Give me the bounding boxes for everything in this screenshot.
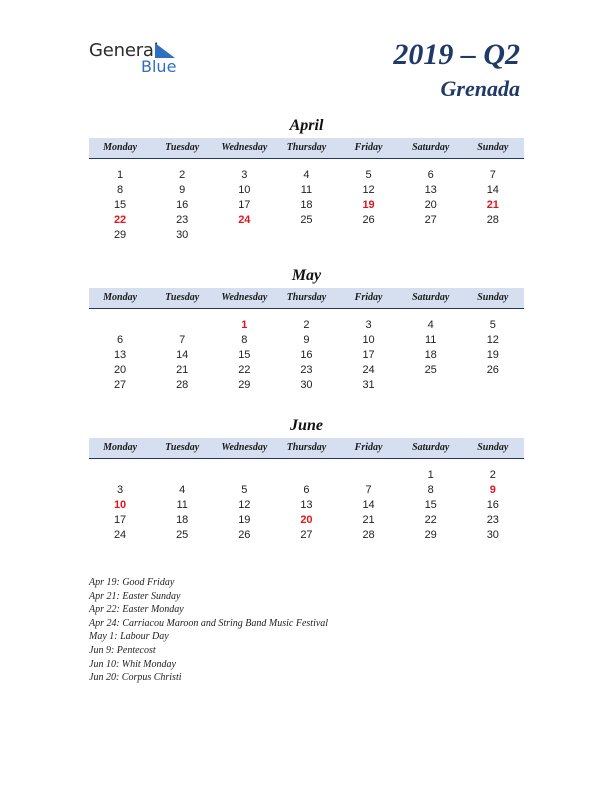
weekday-label: Monday [103, 292, 138, 303]
day-cell: 3 [365, 319, 372, 331]
weekday-label: Wednesday [221, 292, 268, 303]
day-cell: 3 [117, 484, 124, 496]
day-cell: 13 [113, 349, 127, 361]
day-cell: 31 [362, 379, 375, 391]
day-cell: 9 [303, 334, 310, 346]
day-cell [338, 228, 400, 243]
day-cell: 28 [362, 529, 375, 541]
page-title: 2019 – Q2 [393, 38, 520, 71]
day-cell: 2 [489, 469, 496, 481]
day-grid [89, 159, 524, 243]
day-cell [338, 468, 400, 483]
holiday-day-cell: 1 [241, 319, 248, 331]
day-cell: 26 [238, 529, 251, 541]
holiday-day-cell: 20 [300, 514, 313, 526]
day-cell: 1 [427, 469, 434, 481]
weekday-label: Sunday [477, 142, 509, 153]
month-name: June [290, 417, 323, 434]
day-cell: 5 [241, 484, 248, 496]
holiday-day-cell: 24 [238, 214, 251, 226]
holiday-item: Apr 24: Carriacou Maroon and String Band Music Festival [89, 617, 329, 629]
weekday-label: Monday [103, 442, 138, 453]
holiday-item: Apr 21: Easter Sunday [89, 590, 181, 602]
month-block-april [89, 116, 524, 243]
day-cell: 16 [176, 199, 189, 211]
week-row [89, 228, 524, 243]
day-cell: 17 [113, 514, 127, 526]
day-cell: 30 [486, 529, 499, 541]
weekday-label: Thursday [286, 442, 327, 453]
day-cell [275, 228, 337, 243]
day-cell: 9 [179, 184, 186, 196]
day-cell: 29 [113, 229, 127, 241]
day-cell: 12 [362, 184, 375, 196]
week-row [89, 363, 524, 378]
day-cell: 20 [113, 364, 127, 376]
weekday-label: Wednesday [221, 442, 268, 453]
day-cell: 16 [300, 349, 313, 361]
day-cell: 7 [489, 169, 496, 181]
day-cell: 30 [176, 229, 189, 241]
day-cell: 13 [424, 184, 437, 196]
day-cell: 28 [486, 214, 499, 226]
holiday-item: Jun 10: Whit Monday [89, 658, 176, 670]
country-name: Grenada [440, 76, 520, 101]
holiday-item: Apr 19: Good Friday [89, 577, 175, 588]
month-block-june [89, 416, 524, 543]
weekday-label: Friday [354, 142, 383, 153]
day-cell: 4 [179, 484, 186, 496]
day-cell: 4 [303, 169, 310, 181]
holiday-day-cell: 22 [113, 214, 127, 226]
weekday-header [89, 288, 524, 309]
day-cell: 7 [179, 334, 186, 346]
week-row [89, 468, 524, 483]
day-cell: 4 [427, 319, 434, 331]
logo-triangle-icon [155, 43, 175, 58]
day-cell: 27 [300, 529, 313, 541]
day-cell [89, 468, 151, 483]
week-row [89, 378, 524, 393]
week-row [89, 318, 524, 333]
day-cell: 22 [424, 514, 437, 526]
day-cell: 27 [113, 379, 127, 391]
day-cell: 15 [424, 499, 437, 511]
day-cell: 11 [300, 184, 313, 196]
day-cell: 27 [424, 214, 437, 226]
weekday-header [89, 438, 524, 459]
day-cell [89, 318, 151, 333]
month-name: April [289, 117, 324, 134]
holiday-item: Jun 9: Pentecost [89, 644, 156, 656]
week-row [89, 483, 524, 498]
day-cell: 21 [362, 514, 375, 526]
day-cell: 21 [176, 364, 189, 376]
day-cell [151, 468, 213, 483]
logo-word-general: General [89, 40, 159, 61]
day-cell: 8 [241, 334, 248, 346]
day-cell: 11 [176, 499, 188, 511]
day-cell: 23 [176, 214, 189, 226]
day-cell: 18 [300, 199, 313, 211]
day-cell: 14 [362, 499, 375, 511]
day-cell: 28 [176, 379, 189, 391]
day-cell: 6 [117, 334, 124, 346]
day-cell: 23 [300, 364, 313, 376]
day-cell: 19 [238, 514, 251, 526]
weekday-label: Tuesday [165, 292, 200, 303]
day-cell: 20 [424, 199, 437, 211]
weekday-label: Tuesday [165, 142, 200, 153]
day-cell: 10 [362, 334, 375, 346]
day-cell: 17 [362, 349, 375, 361]
day-cell: 16 [486, 499, 499, 511]
logo-word-blue: Blue [141, 57, 177, 76]
day-cell [275, 468, 337, 483]
holiday-list [89, 576, 329, 685]
day-cell: 12 [238, 499, 251, 511]
weekday-label: Wednesday [221, 142, 268, 153]
week-row [89, 213, 524, 228]
day-cell: 24 [362, 364, 375, 376]
weekday-label: Sunday [477, 442, 509, 453]
day-cell: 30 [300, 379, 313, 391]
day-cell [213, 228, 275, 243]
day-cell: 12 [486, 334, 499, 346]
weekday-label: Friday [354, 442, 383, 453]
holiday-day-cell: 19 [362, 199, 375, 211]
weekday-label: Thursday [286, 292, 327, 303]
day-cell: 19 [486, 349, 499, 361]
weekday-label: Friday [354, 292, 383, 303]
day-cell: 18 [176, 514, 189, 526]
day-cell: 25 [424, 364, 437, 376]
day-cell: 6 [303, 484, 310, 496]
week-row [89, 168, 524, 183]
day-cell: 26 [362, 214, 375, 226]
day-cell: 25 [300, 214, 313, 226]
day-cell [462, 378, 524, 393]
weekday-label: Saturday [412, 292, 450, 303]
day-cell: 29 [238, 379, 251, 391]
weekday-header [89, 138, 524, 159]
day-cell: 7 [365, 484, 372, 496]
day-cell [462, 228, 524, 243]
week-row [89, 348, 524, 363]
weekday-label: Saturday [412, 142, 450, 153]
weekday-label: Tuesday [165, 442, 200, 453]
day-cell: 15 [238, 349, 251, 361]
day-cell: 11 [424, 334, 437, 346]
day-grid [89, 309, 524, 393]
week-row [89, 528, 524, 543]
day-cell: 2 [179, 169, 186, 181]
day-cell: 13 [300, 499, 313, 511]
weekday-label: Monday [103, 142, 138, 153]
day-cell: 5 [365, 169, 372, 181]
day-cell: 24 [113, 529, 127, 541]
day-cell: 14 [486, 184, 499, 196]
day-cell: 25 [176, 529, 189, 541]
week-row [89, 333, 524, 348]
month-name: May [291, 267, 322, 284]
week-row [89, 183, 524, 198]
holiday-day-cell: 10 [113, 499, 127, 511]
month-block-may [89, 266, 524, 393]
day-cell: 1 [117, 169, 124, 181]
day-cell: 26 [486, 364, 499, 376]
day-cell [213, 468, 275, 483]
holiday-item: Apr 22: Easter Monday [89, 604, 184, 616]
holiday-item: May 1: Labour Day [89, 631, 169, 643]
week-row [89, 498, 524, 513]
holiday-day-cell: 9 [489, 484, 496, 496]
day-cell [400, 378, 462, 393]
day-cell: 17 [238, 199, 251, 211]
day-cell: 18 [424, 349, 437, 361]
day-cell: 14 [176, 349, 189, 361]
holiday-day-cell: 21 [486, 199, 499, 211]
day-cell: 10 [238, 184, 251, 196]
day-cell: 23 [486, 514, 499, 526]
week-row [89, 198, 524, 213]
day-cell: 5 [489, 319, 496, 331]
day-cell: 8 [117, 184, 124, 196]
weekday-label: Thursday [286, 142, 327, 153]
day-cell: 8 [427, 484, 434, 496]
weekday-label: Sunday [477, 292, 509, 303]
week-row [89, 513, 524, 528]
logo [89, 40, 177, 76]
day-cell: 22 [238, 364, 251, 376]
day-cell: 29 [424, 529, 437, 541]
day-cell: 2 [303, 319, 310, 331]
day-cell [400, 228, 462, 243]
day-cell: 3 [241, 169, 248, 181]
day-cell: 6 [427, 169, 434, 181]
day-cell: 15 [113, 199, 127, 211]
weekday-label: Saturday [412, 442, 450, 453]
day-grid [89, 459, 524, 543]
day-cell [151, 318, 213, 333]
holiday-item: Jun 20: Corpus Christi [89, 672, 182, 684]
